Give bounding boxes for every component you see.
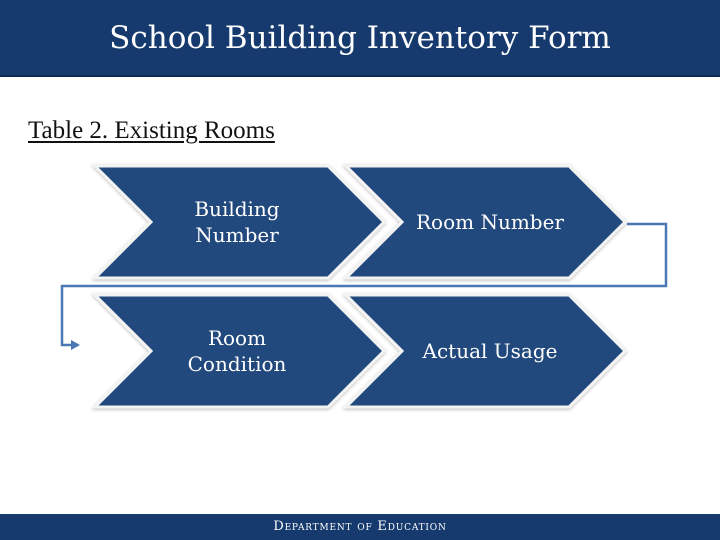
step-label-building-number: Building Number xyxy=(194,197,280,247)
department-logo-text: Department of Education xyxy=(273,519,447,534)
table-subtitle: Table 2. Existing Rooms xyxy=(28,117,275,144)
footer-bar xyxy=(0,514,720,540)
page-title: School Building Inventory Form xyxy=(109,20,611,56)
step-label-room-number: Room Number xyxy=(415,210,564,234)
step-label-actual-usage: Actual Usage xyxy=(422,339,558,363)
flow-arrowhead-icon xyxy=(71,340,80,350)
step-label-room-condition: Room Condition xyxy=(187,326,287,376)
